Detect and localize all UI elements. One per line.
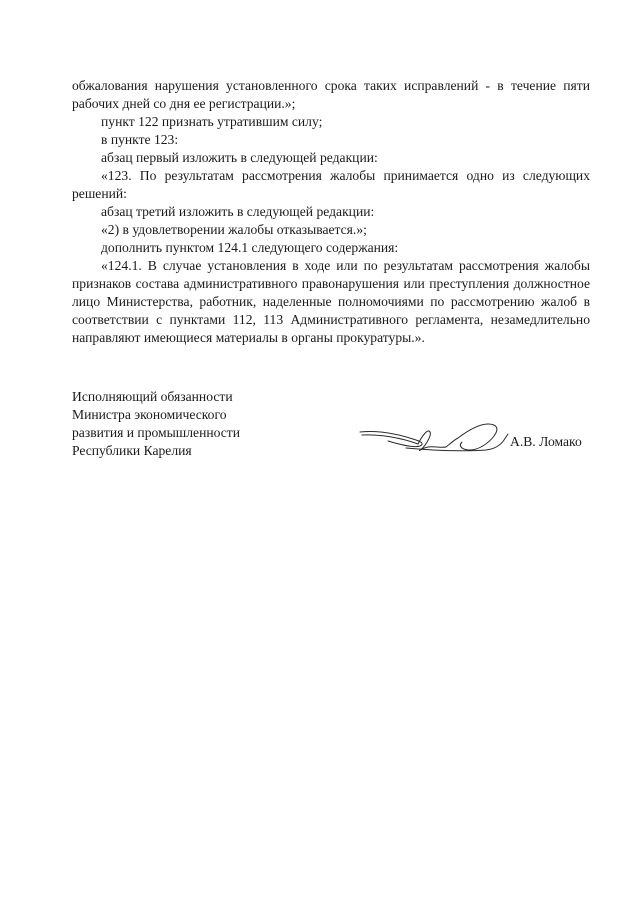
paragraph-third-abzac: абзац третий изложить в следующей редакции: [101,204,375,219]
document-body [72,77,590,347]
paragraph-add-124-1: дополнить пунктом 124.1 следующего содержания: [101,240,399,255]
position-line: развития и промышленности [72,425,240,440]
position-line: Министра экономического [72,407,227,422]
paragraph-item-122: пункт 122 признать утратившим силу; [101,114,323,129]
paragraph-quote-124-1: «124.1. В случае установления в ходе или по результатам рассмотрения жалобы признаков состава административного правонарушения или преступления должностное лицо Министерства, работник, наделенные полномочиями по рассмотрению жалоб в соответствии с пунктами 112, 113 Административного регламента, незамедлительно направляют имеющиеся материалы в органы прокуратуры.». [72,258,590,345]
paragraph-quote-123: «123. По результатам рассмотрения жалобы принимается одно из следующих решений: [72,168,590,201]
signatory-position [72,388,240,460]
position-line: Исполняющий обязанности [72,389,233,404]
position-line: Республики Карелия [72,443,192,458]
paragraph-first-abzac: абзац первый изложить в следующей редакции: [101,150,378,165]
paragraph-item-123: в пункте 123: [101,132,179,147]
paragraph-quote-2: «2) в удовлетворении жалобы отказывается.»; [101,222,367,237]
paragraph-continuation: обжалования нарушения установленного срока таких исправлений - в течение пяти рабочих дней со дня ее регистрации.»; [72,78,590,111]
handwritten-signature [358,414,510,456]
signatory-name: А.В. Ломако [510,434,582,449]
